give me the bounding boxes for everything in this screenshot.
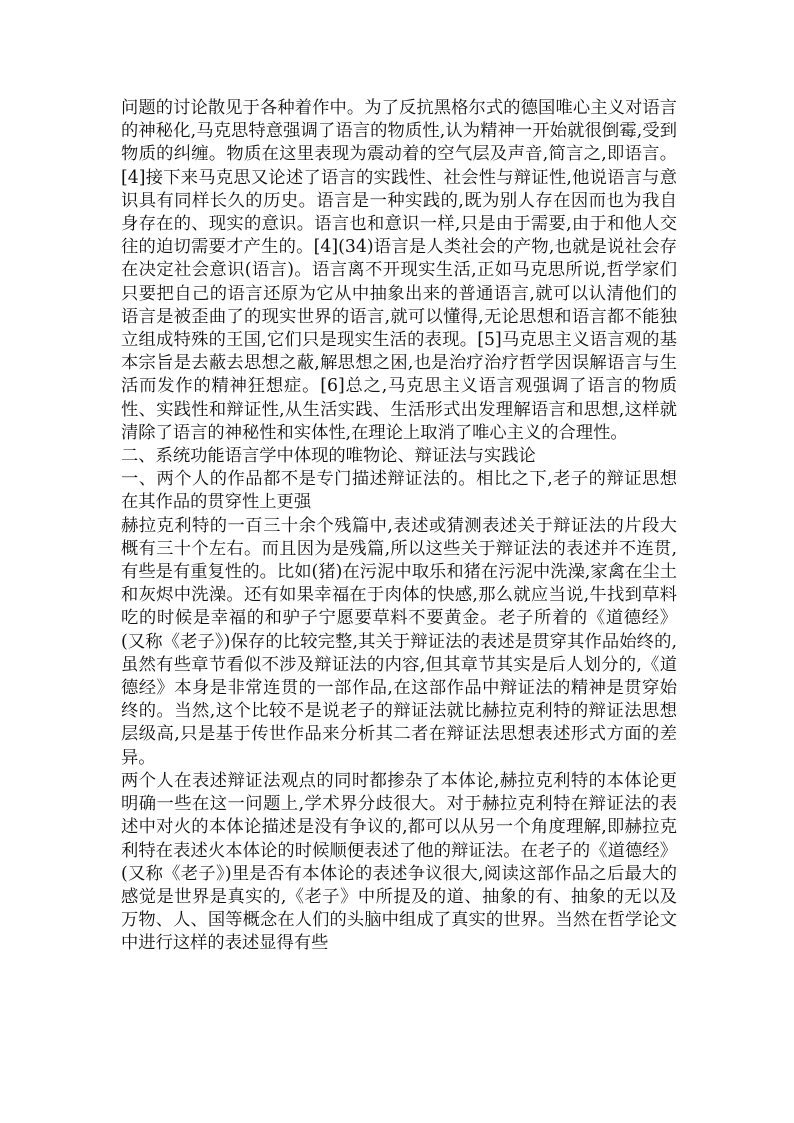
subsection-heading: 一、两个人的作品都不是专门描述辩证法的。相比之下,老子的辩证思想在其作品的贯穿性上更强 xyxy=(121,469,677,513)
document-page xyxy=(121,97,677,956)
body-paragraph: 赫拉克利特的一百三十余个残篇中,表述或猜测表述关于辩证法的片段大概有三十个左右。而且因为是残篇,所以这些关于辩证法的表述并不连贯,有些是有重复性的。比如(猪)在污泥中取乐和猪在污泥中洗澡,家禽在尘土和灰烬中洗澡。还有如果幸福在于肉体的快感,那么就应当说,牛找到草料吃的时候是幸福的和驴子宁愿要草料不要黄金。老子所着的《道德经》(又称《老子》)保存的比较完整,其关于辩证法的表述是贯穿其作品始终的,虽然有些章节看似不涉及辩证法的内容,但其章节其实是后人划分的,《道德经》本身是非常连贯的一部作品,在这部作品中辩证法的精神是贯穿始终的。当然,这个比较不是说老子的辩证法就比赫拉克利特的辩证法思想层级高,只是基于传世作品来分析其二者在辩证法思想表述形式方面的差异。 xyxy=(121,515,677,768)
body-paragraph: 问题的讨论散见于各种着作中。为了反抗黑格尔式的德国唯心主义对语言的神秘化,马克思特意强调了语言的物质性,认为精神一开始就很倒霉,受到物质的纠缠。物质在这里表现为震动着的空气层及声音,简言之,即语言。[4]接下来马克思又论述了语言的实践性、社会性与辩证性,他说语言与意识具有同样长久的历史。语言是一种实践的,既为别人存在因而也为我自身存在的、现实的意识。语言也和意识一样,只是由于需要,由于和他人交往的迫切需要才产生的。[4](34)语言是人类社会的产物,也就是说社会存在决定社会意识(语言)。语言离不开现实生活,正如马克思所说,哲学家们只要把自己的语言还原为它从中抽象出来的普通语言,就可以认清他们的语言是被歪曲了的现实世界的语言,就可以懂得,无论思想和语言都不能独立组成特殊的王国,它们只是现实生活的表现。[5]马克思主义语言观的基本宗旨是去蔽去思想之蔽,解思想之困,也是治疗治疗哲学因误解语言与生活而发作的精神狂想症。[6]总之,马克思主义语言观强调了语言的物质性、实践性和辩证性,从生活实践、生活形式出发理解语言和思想,这样就清除了语言的神秘性和实体性,在理论上取消了唯心主义的合理性。 xyxy=(121,98,677,443)
body-paragraph: 两个人在表述辩证法观点的同时都掺杂了本体论,赫拉克利特的本体论更明确一些在这一问题上,学术界分歧很大。对于赫拉克利特在辩证法的表述中对火的本体论描述是没有争议的,都可以从另一个角度理解,即赫拉克利特在表述火本体论的时候顺便表述了他的辩证法。在老子的《道德经》(又称《老子》)里是否有本体论的表述争议很大,阅读这部作品之后最大的感觉是世界是真实的,《老子》中所提及的道、抽象的有、抽象的无以及万物、人、国等概念在人们的头脑中组成了真实的世界。当然在哲学论文中进行这样的表述显得有些 xyxy=(121,770,677,954)
section-heading: 二、系统功能语言学中体现的唯物论、辩证法与实践论 xyxy=(121,446,536,467)
